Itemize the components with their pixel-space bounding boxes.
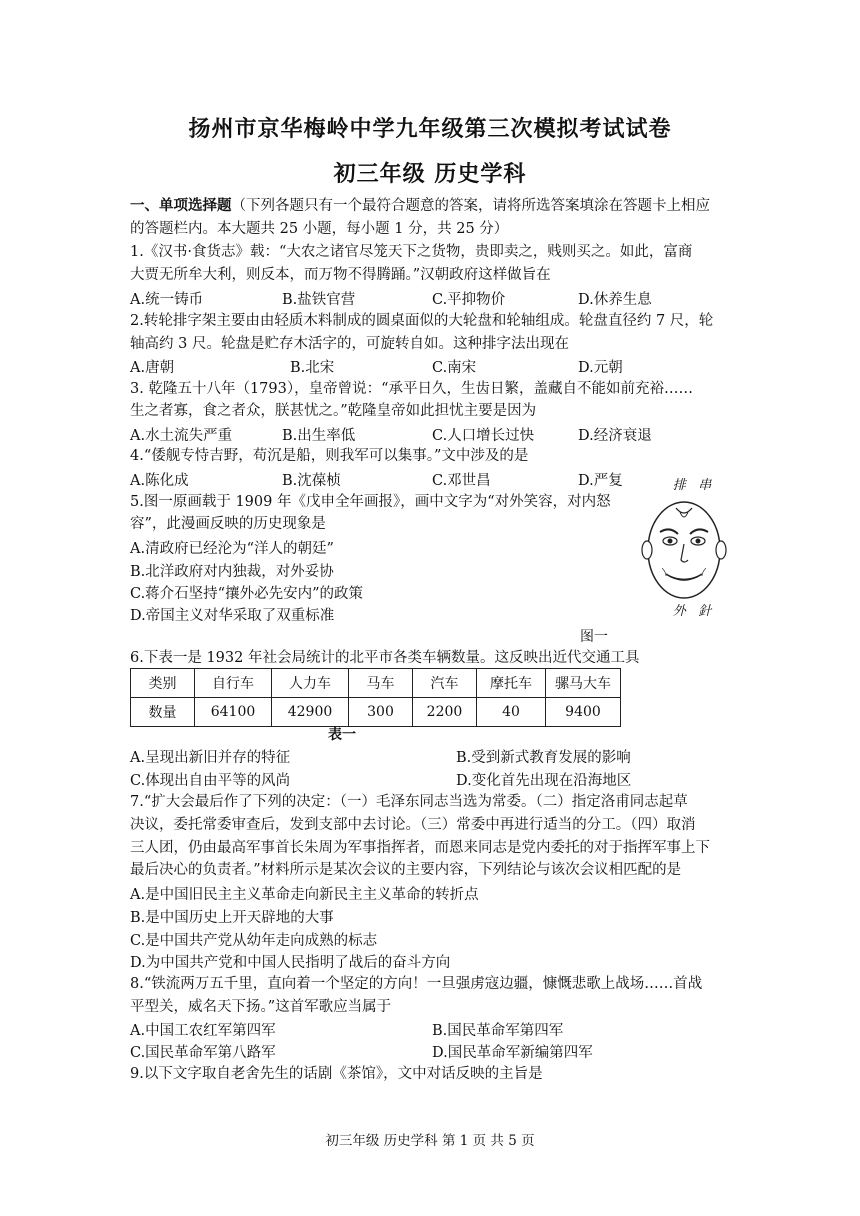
q2-option-d: D.元朝	[578, 360, 623, 376]
question-7-text-cont: 最后决心的负责者。”材料所示是某次会议的主要内容，下列结论与该次会议相匹配的是	[130, 862, 682, 878]
question-4-text: 4.“倭舰专恃吉野，苟沉是船，则我军可以集事。”文中涉及的是	[130, 448, 529, 464]
question-8-text-cont: 平型关，威名天下扬。”这首军歌应当属于	[130, 999, 392, 1015]
table-header-cell: 汽车	[413, 669, 477, 698]
q4-option-d: D.严复	[578, 473, 623, 489]
table-cell: 2200	[413, 698, 477, 727]
question-7-text-cont: 三人团，仍由最高军事首长朱周为军事指挥者，而恩来同志是党内委托的对于指挥军事上下	[130, 840, 710, 856]
q3-option-c: C.人口增长过快	[432, 428, 535, 444]
q8-option-a: A.中国工农红军第四军	[130, 1023, 276, 1039]
exam-title: 扬州市京华梅岭中学九年级第三次模拟考试试卷	[188, 117, 672, 142]
q3-option-d: D.经济衰退	[578, 428, 652, 444]
question-8-text: 8.“铁流两万五千里，直向着一个坚定的方向！一旦强虏寇边疆，慷慨悲歌上战场……首战	[130, 976, 703, 992]
q8-option-c: C.国民革命军第八路军	[130, 1045, 276, 1061]
q1-option-d: D.休养生息	[578, 292, 652, 308]
question-7-text: 7.“扩大会最后作了下列的决定：（一）毛泽东同志当选为常委。（二）指定洛甫同志起草	[130, 794, 688, 810]
q5-option-d: D.帝国主义对华采取了双重标准	[130, 608, 335, 624]
question-2-text-cont: 轴高约 3 尺。轮盘是贮存木活字的，可旋转自如。这种排字法出现在	[130, 336, 569, 352]
q8-option-b: B.国民革命军第四军	[432, 1023, 564, 1039]
q7-option-c: C.是中国共产党从幼年走向成熟的标志	[130, 933, 378, 949]
table-cell: 42900	[272, 698, 349, 727]
question-1-text-cont: 大贾无所牟大利，则反本，而万物不得腾踊。”汉朝政府这样做旨在	[130, 267, 551, 283]
page-footer: 初三年级 历史学科 第 1 页 共 5 页	[325, 1133, 535, 1149]
table-1-caption: 表一	[328, 727, 356, 743]
figure-1-caption: 图一	[580, 629, 608, 645]
section-heading: 一、单项选择题	[130, 198, 232, 214]
table-header-row	[131, 669, 621, 698]
q7-option-d: D.为中国共产党和中国人民指明了战后的奋斗方向	[130, 955, 451, 971]
q6-option-c: C.体现出自由平等的风尚	[130, 773, 291, 789]
question-6-text: 6.下表一是 1932 年社会局统计的北平市各类车辆数量。这反映出近代交通工具	[130, 650, 640, 666]
table-cell: 9400	[546, 698, 621, 727]
section-header-line	[130, 196, 710, 216]
q1-option-a: A.统一铸币	[130, 292, 204, 308]
table-cell: 300	[349, 698, 413, 727]
question-7-text-cont: 决议，委托常委审查后，发到支部中去讨论。（三）常委中再进行适当的分工。（四）取消	[130, 817, 696, 833]
q1-option-b: B.盐铁官营	[282, 292, 356, 308]
q8-option-d: D.国民革命军新编第四军	[432, 1045, 593, 1061]
table-header-cell: 骡马大车	[546, 669, 621, 698]
q4-option-c: C.邓世昌	[432, 473, 491, 489]
question-5-text: 5.图一原画载于 1909 年《戊申全年画报》，画中文字为“对外笑容，对内怒	[130, 494, 611, 510]
q6-option-d: D.变化首先出现在沿海地区	[456, 773, 632, 789]
table-cell: 64100	[195, 698, 272, 727]
table-row	[131, 698, 621, 727]
q2-option-c: C.南宋	[432, 360, 477, 376]
table-header-cell: 人力车	[272, 669, 349, 698]
section-instructions: （下列各题只有一个最符合题意的答案，请将所选答案填涂在答题卡上相应	[231, 198, 710, 214]
question-5-text-cont: 容”，此漫画反映的历史现象是	[130, 516, 326, 532]
q5-option-b: B.北洋政府对内独裁，对外妥协	[130, 564, 334, 580]
q1-option-c: C.平抑物价	[432, 292, 506, 308]
figure-bottom-text: 外 針	[672, 604, 712, 619]
q2-option-b: B.北宋	[290, 360, 335, 376]
exam-subtitle: 初三年级 历史学科	[333, 162, 527, 187]
q7-option-b: B.是中国历史上开天辟地的大事	[130, 910, 334, 926]
table-cell: 数量	[131, 698, 195, 727]
q5-option-a: A.清政府已经沦为“洋人的朝廷”	[130, 541, 334, 557]
q6-option-b: B.受到新式教育发展的影响	[456, 750, 631, 766]
figure-1-cartoon	[636, 470, 732, 630]
question-1-text: 1.《汉书·食货志》载：“大农之诸官尽笼天下之货物，贵即卖之，贱则买之。如此，富商	[130, 244, 693, 260]
question-2-text: 2.转轮排字架主要由由轻质木料制成的圆桌面似的大轮盘和轮轴组成。轮盘直径约 7 尺，轮	[130, 313, 714, 329]
question-3-text: 3. 乾隆五十八年（1793），皇帝曾说：“承平日久，生齿日繁，盖藏自不能如前充裕……	[130, 381, 694, 397]
question-9-text: 9.以下文字取自老舍先生的话剧《茶馆》，文中对话反映的主旨是	[130, 1066, 543, 1082]
q7-option-a: A.是中国旧民主主义革命走向新民主主义革命的转折点	[130, 887, 479, 903]
q2-option-a: A.唐朝	[130, 360, 175, 376]
table-cell: 40	[477, 698, 546, 727]
q5-option-c: C.蒋介石坚持“攘外必先安内”的政策	[130, 586, 364, 602]
q3-option-b: B.出生率低	[282, 428, 356, 444]
table-header-cell: 马车	[349, 669, 413, 698]
q4-option-b: B.沈葆桢	[282, 473, 341, 489]
table-header-cell: 自行车	[195, 669, 272, 698]
q6-option-a: A.呈现出新旧并存的特征	[130, 750, 291, 766]
q4-option-a: A.陈化成	[130, 473, 189, 489]
vehicle-table	[130, 668, 621, 727]
figure-top-text: 排 串	[672, 478, 712, 493]
table-header-cell: 摩托车	[477, 669, 546, 698]
section-instructions-cont: 的答题栏内。本大题共 25 小题，每小题 1 分，共 25 分）	[130, 221, 509, 237]
table-header-cell: 类别	[131, 669, 195, 698]
question-3-text-cont: 生之者寡，食之者众，朕甚忧之。”乾隆皇帝如此担忧主要是因为	[130, 403, 537, 419]
q3-option-a: A.水土流失严重	[130, 428, 233, 444]
